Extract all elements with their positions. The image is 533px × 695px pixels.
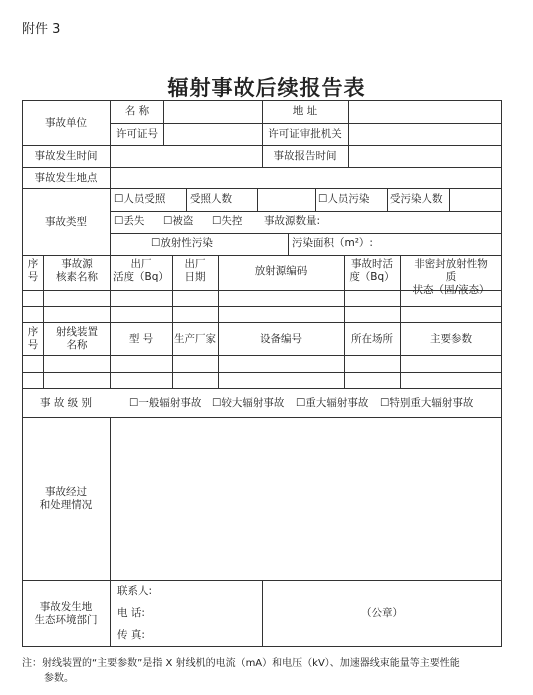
- out-of-control-checkbox[interactable]: ☐失控: [212, 215, 243, 227]
- device-col-name: 射线装置 名称: [56, 326, 98, 351]
- level-larger-checkbox[interactable]: ☐较大辐射事故: [212, 397, 285, 409]
- license-no-label: 许可证号: [116, 128, 158, 140]
- source-col-index: 序 号: [27, 258, 39, 283]
- contact-label: 联系人:: [117, 585, 153, 597]
- source-count-label: 事故源数量:: [264, 215, 321, 227]
- department-label: 事故发生地 生态环境部门: [34, 601, 98, 626]
- device-col-params: 主要参数: [430, 333, 472, 345]
- process-label: 事故经过 和处理情况: [39, 486, 93, 511]
- level-major-checkbox[interactable]: ☐重大辐射事故: [296, 397, 369, 409]
- level-general-checkbox[interactable]: ☐一般辐射事故: [129, 397, 202, 409]
- fax-label: 传 真:: [117, 629, 145, 641]
- accident-level-label: 事 故 级 别: [39, 397, 93, 409]
- radioactive-contamination-checkbox[interactable]: ☐放射性污染: [151, 237, 213, 249]
- contaminated-count-label: 受污染人数: [390, 193, 443, 205]
- level-especially-major-checkbox[interactable]: ☐特别重大辐射事故: [380, 397, 474, 409]
- device-col-index: 序 号: [27, 326, 39, 351]
- source-col-accident-activity: 事故时活 度（Bq）: [349, 258, 395, 283]
- source-col-date: 出厂 日期: [184, 258, 206, 283]
- unit-label: 事故单位: [45, 117, 87, 129]
- official-seal-label: （公章）: [361, 607, 403, 619]
- footnote: [22, 656, 512, 686]
- personnel-exposed-checkbox[interactable]: ☐人员受照: [114, 193, 166, 205]
- source-col-code: 放射源编码: [254, 265, 308, 277]
- footnote-line-2: 参数。: [44, 673, 74, 684]
- exposed-count-label: 受照人数: [190, 193, 232, 205]
- attachment-label: 附件 3: [22, 22, 61, 37]
- license-authority-label: 许可证审批机关: [268, 128, 342, 140]
- footnote-line-1: 注：射线装置的“主要参数”是指 X 射线机的电流（mA）和电压（kV）、加速器线束能量等主要性能: [22, 658, 460, 669]
- source-col-activity: 出厂 活度（Bq）: [113, 258, 169, 283]
- stolen-checkbox[interactable]: ☐被盗: [163, 215, 194, 227]
- source-col-nuclide: 事故源 核素名称: [56, 258, 98, 283]
- device-col-model: 型 号: [128, 333, 154, 345]
- lost-checkbox[interactable]: ☐丢失: [114, 215, 145, 227]
- accident-type-label: 事故类型: [45, 216, 87, 228]
- device-col-location: 所在场所: [351, 333, 393, 345]
- personnel-contaminated-checkbox[interactable]: ☐人员污染: [318, 193, 370, 205]
- occur-time-label: 事故发生时间: [34, 150, 98, 162]
- device-col-manufacturer: 生产厂家: [174, 333, 216, 345]
- phone-label: 电 话:: [117, 607, 145, 619]
- unit-name-label: 名 称: [124, 105, 150, 117]
- report-time-label: 事故报告时间: [273, 150, 337, 162]
- form-title: 辐射事故后续报告表: [167, 75, 366, 100]
- device-col-serial: 设备编号: [260, 333, 302, 345]
- source-col-state: 非密封放射性物质 状态（固/液态）: [412, 258, 490, 296]
- contamination-area-label: 污染面积（m²）:: [292, 237, 373, 249]
- unit-address-label: 地 址: [292, 105, 318, 117]
- occur-place-label: 事故发生地点: [34, 172, 98, 184]
